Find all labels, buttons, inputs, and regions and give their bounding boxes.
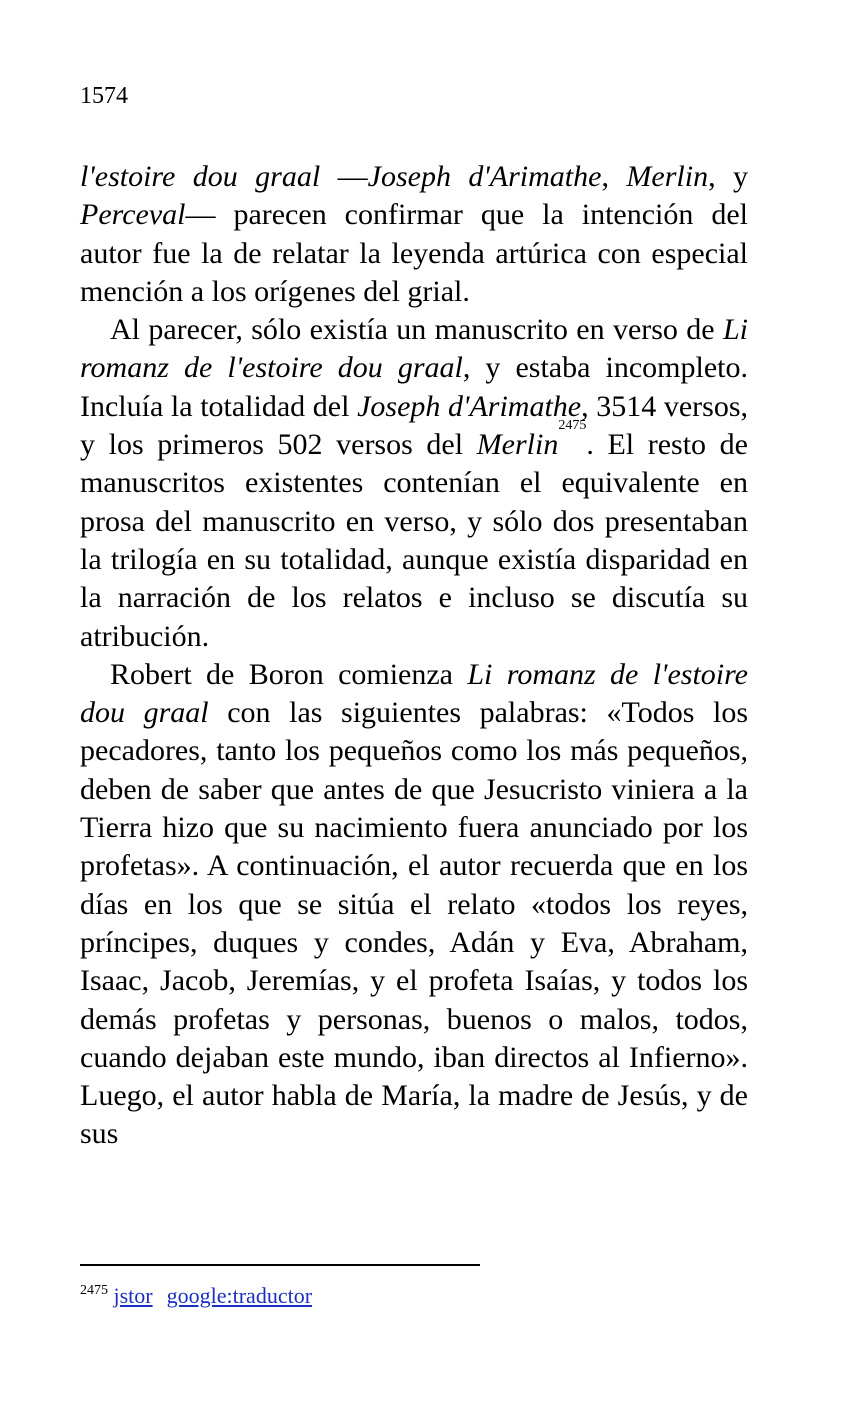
- italic-text: Perceval: [80, 198, 186, 232]
- text-segment: ,: [601, 160, 627, 193]
- paragraph: [80, 311, 748, 656]
- text-segment: Robert de Boron comienza: [110, 657, 468, 691]
- footnote-link-jstor[interactable]: jstor: [113, 1283, 153, 1308]
- text-segment: , 3514 versos, y los primeros 502 versos del: [80, 389, 749, 462]
- paragraph: [80, 158, 748, 311]
- footnote-link-google-traductor[interactable]: google:traductor: [166, 1283, 313, 1308]
- text-segment: — parecen confirmar que la intención del autor fue la de relatar la leyenda artúrica con especial mención a los orígenes del grial.: [80, 198, 748, 308]
- footnote: [80, 1281, 312, 1315]
- text-segment: . El resto de manuscritos existentes contenían el equivalente en prosa del manuscrito en verso, y sólo dos presentaban la trilogía en su totalidad, aunque existía disparidad en la narración de los relatos e incluso se discutía su atribución.: [80, 428, 748, 653]
- italic-text: Li romanz de l'estoire dou graal: [80, 657, 748, 730]
- italic-text: Li romanz de l'estoire dou graal: [80, 313, 748, 385]
- italic-text: Joseph d'Arimathe: [357, 389, 582, 423]
- footnote-number: 2475: [80, 1283, 108, 1298]
- body-text: [80, 158, 748, 1154]
- text-segment: —: [320, 160, 368, 193]
- text-segment: , y estaba incompleto. Incluía la totalidad del: [80, 351, 748, 423]
- italic-text: l'estoire dou graal: [80, 160, 321, 193]
- footnote-divider: [80, 1264, 480, 1266]
- paragraph: [80, 656, 748, 1154]
- italic-text: Joseph d'Arimathe: [367, 160, 602, 193]
- italic-text: Merlin: [476, 428, 559, 462]
- text-segment: , y: [708, 160, 749, 193]
- page-number: 1574: [80, 83, 128, 109]
- text-segment: Al parecer, sólo existía un manuscrito en verso de: [110, 313, 723, 347]
- italic-text: Merlin: [626, 160, 709, 193]
- footnote-reference[interactable]: 2475: [558, 418, 587, 434]
- text-segment: con las siguientes palabras: «Todos los pecadores, tanto los pequeños como los más pequeños, deben de saber que antes de que Jesucristo viniera a la Tierra hizo que su nacimiento fuera anunciado por los profetas». A continuación, el autor recuerda que en los días en los que se sitúa el relato «todos los reyes, príncipes, duques y condes, Adán y Eva, Abraham, Isaac, Jacob, Jeremías, y el profeta Isaías, y todos los demás profetas y personas, buenos o malos, todos, cuando dejaban este mundo, iban directos al Infierno». Luego, el autor habla de María, la madre de Jesús, y de sus: [80, 696, 748, 1151]
